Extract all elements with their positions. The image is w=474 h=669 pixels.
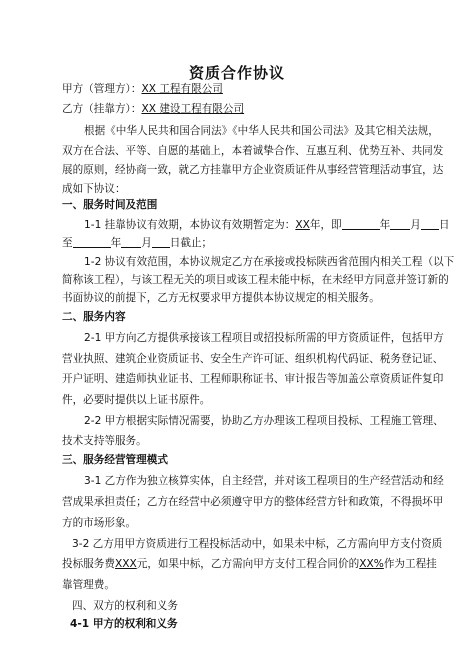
month-label: 月	[410, 219, 421, 231]
clause-text: 1-1 挂靠协议有效期，本协议有效期暂定为：	[84, 219, 296, 231]
to-label: 至	[62, 237, 73, 249]
blank-field	[121, 236, 141, 248]
clause-1-1-line	[62, 236, 422, 250]
clause-2-1-line: 2-1 甲方向乙方提供承接该工程项目或招投标所需的甲方资质证件，包括甲方	[84, 332, 444, 344]
blank-field	[421, 218, 439, 230]
day-label: 日	[438, 219, 450, 231]
management-fee-rate: XX%	[359, 558, 384, 570]
section-heading: 三、服务经营管理模式	[62, 454, 168, 466]
section-heading: 一、服务时间及范围	[62, 199, 158, 211]
section-heading: 二、服务内容	[62, 311, 126, 323]
service-fee: XXX	[114, 558, 137, 570]
intro-line: 根据《中华人民共和国合同法》《中华人民共和国公司法》及其它相关法规，	[84, 125, 439, 137]
clause-1-2-line: 1-2 协议有效范围，本协议规定乙方在承接或投标陕西省范围内相关工程（以下	[84, 256, 455, 268]
party-b-line	[62, 102, 422, 116]
intro-line: 展的原则，经协商一致，就乙方挂靠甲方企业资质证件从事经营管理活动事宜，达	[62, 164, 444, 176]
clause-3-1-line: 3-1 乙方作为独立核算实体，自主经营，并对该工程项目的生产经营活动和经	[84, 475, 444, 487]
intro-line: 成如下协议：	[62, 183, 126, 195]
clause-text: 元，如果中标，乙方需向甲方支付工程合同价的	[136, 558, 360, 570]
month-label: 月	[141, 237, 152, 249]
party-b-label: 乙方（挂靠方）：	[62, 103, 142, 115]
blank-field	[342, 218, 380, 230]
blank-field	[73, 236, 111, 248]
blank-field	[152, 236, 170, 248]
party-b-value: XX 建设工程有限公司	[141, 103, 245, 115]
clause-1-2-line: 简称该工程），与该工程无关的项目或该工程未能中标，在未经甲方同意并签订新的	[62, 274, 449, 286]
clause-3-1-line: 营成果承担责任；乙方在经营中必须遵守甲方的整体经营方针和政策，不得损坏甲	[62, 496, 444, 508]
clause-text: 年，即	[309, 219, 342, 231]
party-a-line	[62, 82, 422, 96]
clause-2-1-line: 件，必要时提供以上证书原件。	[62, 394, 211, 406]
party-a-label: 甲方（管理方）：	[62, 83, 142, 95]
section-heading: 四、双方的权利和义务	[72, 600, 178, 612]
year-label: 年	[110, 237, 122, 249]
clause-2-2-line: 技术支持等服务。	[62, 435, 147, 447]
intro-line: 双方在合法、平等、自愿的基础上，本着诚挚合作、互惠互利、优势互补、共同发	[62, 145, 444, 157]
clause-1-2-line: 书面协议的前提下，乙方无权要求甲方提供本协议规定的相关服务。	[62, 292, 380, 304]
year-label: 年	[379, 219, 391, 231]
subsection-heading: 4-1 甲方的权利和义务	[70, 618, 178, 630]
clause-2-1-line: 开户证明、建造师执业证书、工程师职称证书、审计报告等加盖公章资质证件复印	[62, 373, 444, 385]
clause-3-2-line	[62, 557, 437, 571]
clause-1-1-line	[84, 218, 450, 232]
clause-3-1-line: 方的市场形象。	[62, 517, 137, 529]
blank-field	[390, 218, 410, 230]
party-a-value: XX 工程有限公司	[141, 83, 223, 95]
clause-3-2-line: 3-2 乙方用甲方资质进行工程投标活动中，如果未中标，乙方需向甲方支付资质	[72, 538, 443, 550]
clause-text: 日截止；	[169, 237, 213, 249]
clause-2-2-line: 2-2 甲方根据实际情况需要，协助乙方办理该工程项目投标、工程施工管理、	[84, 415, 444, 427]
clause-3-2-line: 靠管理费。	[62, 579, 115, 591]
clause-2-1-line: 营业执照、建筑企业资质证书、安全生产许可证、组织机构代码证、税务登记证、	[62, 353, 444, 365]
term-years: XX	[295, 219, 310, 231]
clause-text: 作为工程挂	[383, 558, 437, 570]
clause-text: 投标服务费	[62, 558, 115, 570]
document-title: 资质合作协议	[188, 64, 285, 82]
